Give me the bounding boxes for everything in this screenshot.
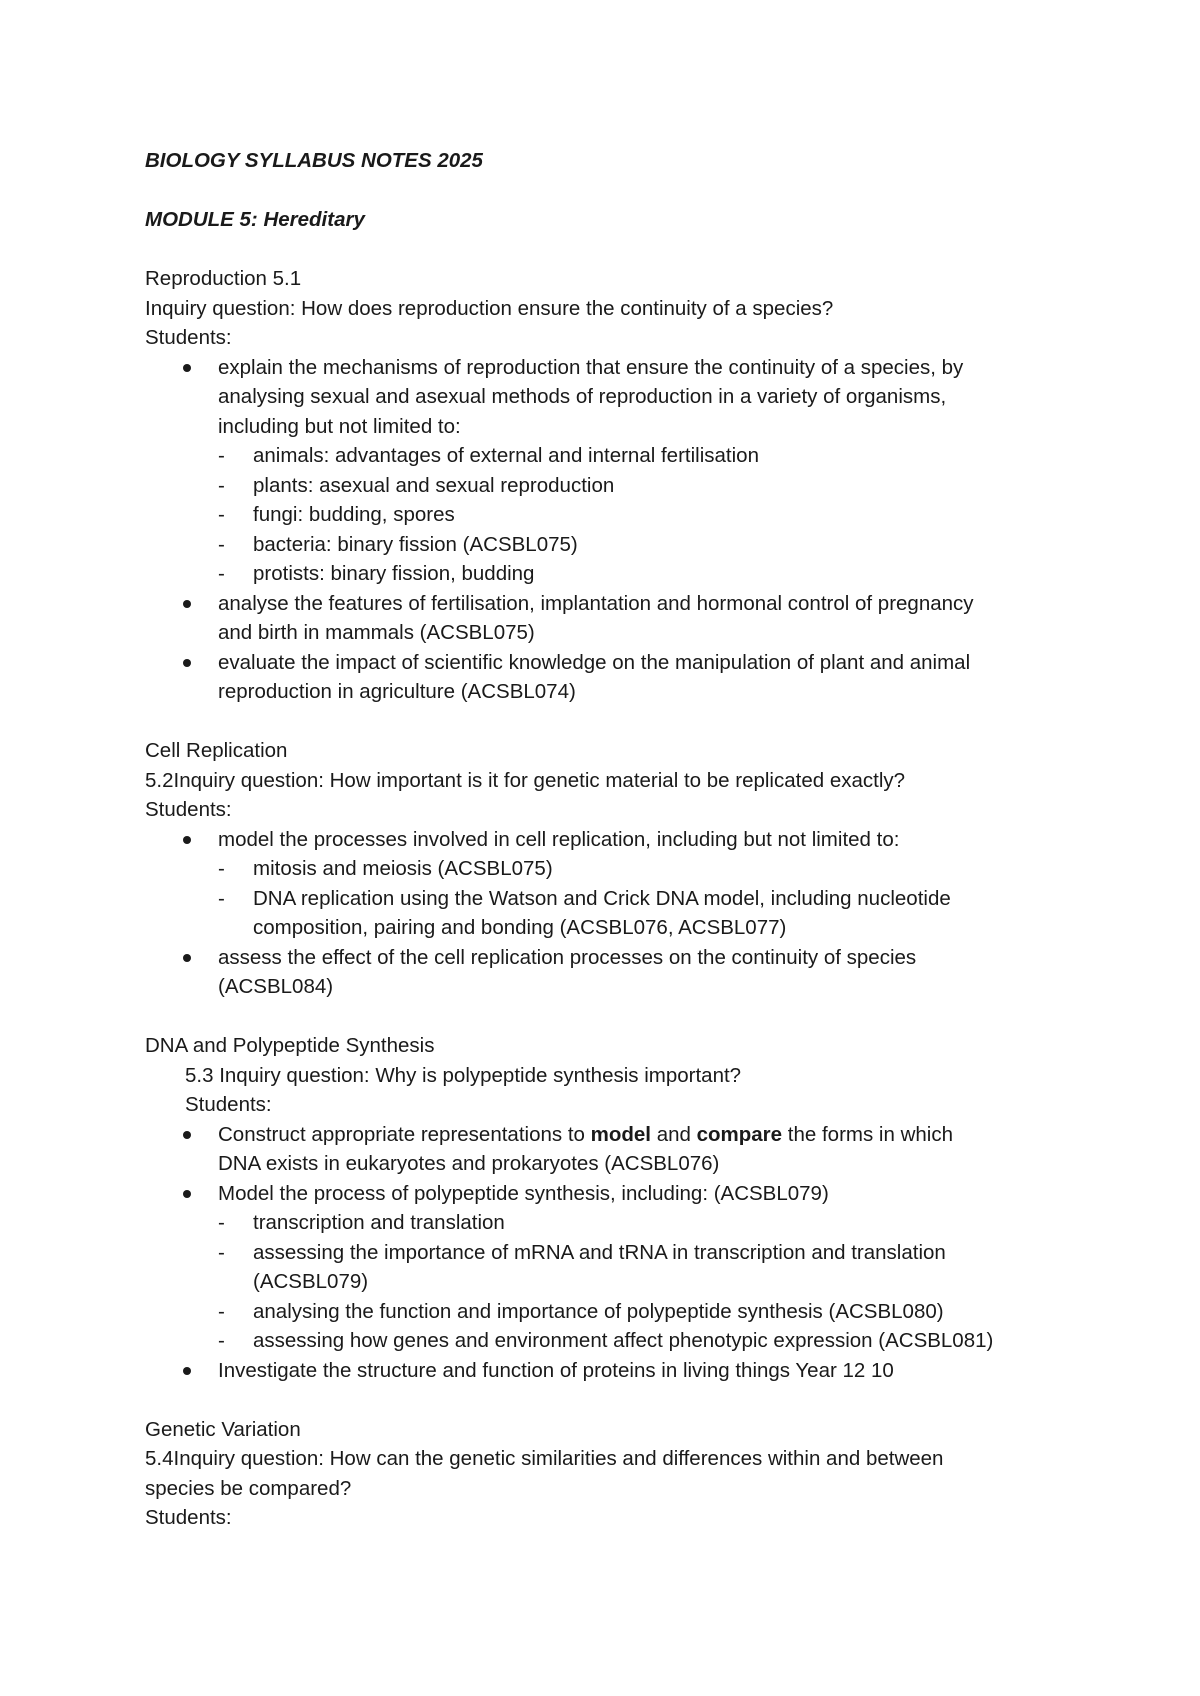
bullet-item bbox=[145, 648, 1075, 707]
bullet-icon bbox=[183, 954, 191, 962]
dash-icon: - bbox=[218, 1211, 225, 1234]
dash-icon: - bbox=[218, 444, 225, 467]
bullet-icon bbox=[183, 364, 191, 372]
dash-icon: - bbox=[218, 503, 225, 526]
bullet-item bbox=[145, 589, 1075, 648]
students-label: Students: bbox=[145, 326, 232, 349]
bullet-item bbox=[145, 353, 1075, 589]
bullet-text: Model the process of polypeptide synthesis, including: (ACSBL079) bbox=[218, 1181, 829, 1205]
students-label: Students: bbox=[145, 798, 232, 821]
sub-item: - DNA replication using the Watson and Crick DNA model, including nucleotide composition, pairing and bonding (ACSBL076, ACSBL077) bbox=[218, 884, 1075, 943]
sub-item: - animals: advantages of external and internal fertilisation bbox=[218, 441, 1075, 471]
bullet-text: reproduction in agriculture (ACSBL074) bbox=[218, 680, 576, 703]
sub-item: - protists: binary fission, budding bbox=[218, 559, 1075, 589]
bullet-list bbox=[145, 825, 1075, 1002]
bullet-item bbox=[145, 1356, 1075, 1386]
sub-list bbox=[218, 854, 1075, 943]
section-heading-reproduction: Reproduction 5.1 bbox=[145, 267, 302, 290]
inquiry-question-cont: species be compared? bbox=[145, 1476, 352, 1500]
students-label: Students: bbox=[145, 1506, 232, 1529]
sub-item: - plants: asexual and sexual reproduction bbox=[218, 471, 1075, 501]
sub-item: - assessing how genes and environment affect phenotypic expression (ACSBL081) bbox=[218, 1326, 1075, 1356]
sub-item: - assessing the importance of mRNA and tRNA in transcription and translation (ACSBL079) bbox=[218, 1238, 1075, 1297]
section-heading-cell-replication: Cell Replication bbox=[145, 739, 288, 762]
bullet-icon bbox=[183, 1190, 191, 1198]
dash-icon: - bbox=[218, 886, 225, 910]
module-title: MODULE 5: Hereditary bbox=[145, 208, 365, 231]
bullet-icon bbox=[183, 1367, 191, 1375]
bullet-text: Investigate the structure and function of proteins in living things Year 12 10 bbox=[218, 1358, 894, 1382]
sub-item: - transcription and translation bbox=[218, 1208, 1075, 1238]
dash-icon: - bbox=[218, 562, 225, 585]
students-label: Students: bbox=[185, 1093, 272, 1116]
sub-list bbox=[218, 1208, 1075, 1356]
sub-item: - bacteria: binary fission (ACSBL075) bbox=[218, 530, 1075, 560]
bullet-text: assess the effect of the cell replication processes on the continuity of species bbox=[218, 945, 917, 969]
sub-item: - analysing the function and importance of polypeptide synthesis (ACSBL080) bbox=[218, 1297, 1075, 1327]
inquiry-question: 5.4Inquiry question: How can the genetic similarities and differences within and between bbox=[145, 1447, 944, 1470]
inquiry-question: Inquiry question: How does reproduction ensure the continuity of a species? bbox=[145, 296, 834, 320]
bullet-text: analyse the features of fertilisation, implantation and hormonal control of pregnancy bbox=[218, 591, 974, 615]
dash-icon: - bbox=[218, 1329, 225, 1352]
bullet-item bbox=[145, 1179, 1075, 1356]
bullet-text: including but not limited to: bbox=[218, 414, 461, 438]
section-heading-dna-polypeptide: DNA and Polypeptide Synthesis bbox=[145, 1034, 435, 1057]
bullet-list bbox=[145, 353, 1075, 707]
bullet-item bbox=[145, 825, 1075, 943]
dash-icon: - bbox=[218, 857, 225, 880]
dash-icon: - bbox=[218, 473, 225, 497]
bullet-text: analysing sexual and asexual methods of reproduction in a variety of organisms, bbox=[218, 385, 947, 408]
dash-icon: - bbox=[218, 1240, 225, 1264]
emphasis-compare: compare bbox=[696, 1122, 783, 1146]
dash-icon: - bbox=[218, 1299, 225, 1323]
sub-item: - mitosis and meiosis (ACSBL075) bbox=[218, 854, 1075, 884]
bullet-text: evaluate the impact of scientific knowledge on the manipulation of plant and animal bbox=[218, 650, 971, 674]
bullet-text: DNA exists in eukaryotes and prokaryotes (ACSBL076) bbox=[218, 1152, 720, 1175]
bullet-text: Construct appropriate representations to model and compare the forms in which bbox=[218, 1122, 953, 1146]
bullet-item bbox=[145, 943, 1075, 1002]
inquiry-question: 5.3 Inquiry question: Why is polypeptide synthesis important? bbox=[185, 1063, 742, 1087]
emphasis-model: model bbox=[590, 1122, 651, 1146]
bullet-icon bbox=[183, 836, 191, 844]
bullet-list bbox=[145, 1120, 1075, 1386]
bullet-text: (ACSBL084) bbox=[218, 975, 334, 998]
dash-icon: - bbox=[218, 532, 225, 556]
bullet-text: model the processes involved in cell replication, including but not limited to: bbox=[218, 827, 900, 851]
document-title: BIOLOGY SYLLABUS NOTES 2025 bbox=[145, 149, 483, 172]
bullet-text: explain the mechanisms of reproduction that ensure the continuity of a species, by bbox=[218, 355, 964, 379]
sub-list bbox=[218, 441, 1075, 589]
section-heading-genetic-variation: Genetic Variation bbox=[145, 1417, 301, 1441]
bullet-icon bbox=[183, 600, 191, 608]
bullet-icon bbox=[183, 1131, 191, 1139]
bullet-item bbox=[145, 1120, 1075, 1179]
bullet-text: and birth in mammals (ACSBL075) bbox=[218, 621, 535, 644]
inquiry-question: 5.2Inquiry question: How important is it for genetic material to be replicated exactly? bbox=[145, 768, 906, 792]
document-body bbox=[145, 146, 1075, 1533]
sub-item: - fungi: budding, spores bbox=[218, 500, 1075, 530]
bullet-icon bbox=[183, 659, 191, 667]
